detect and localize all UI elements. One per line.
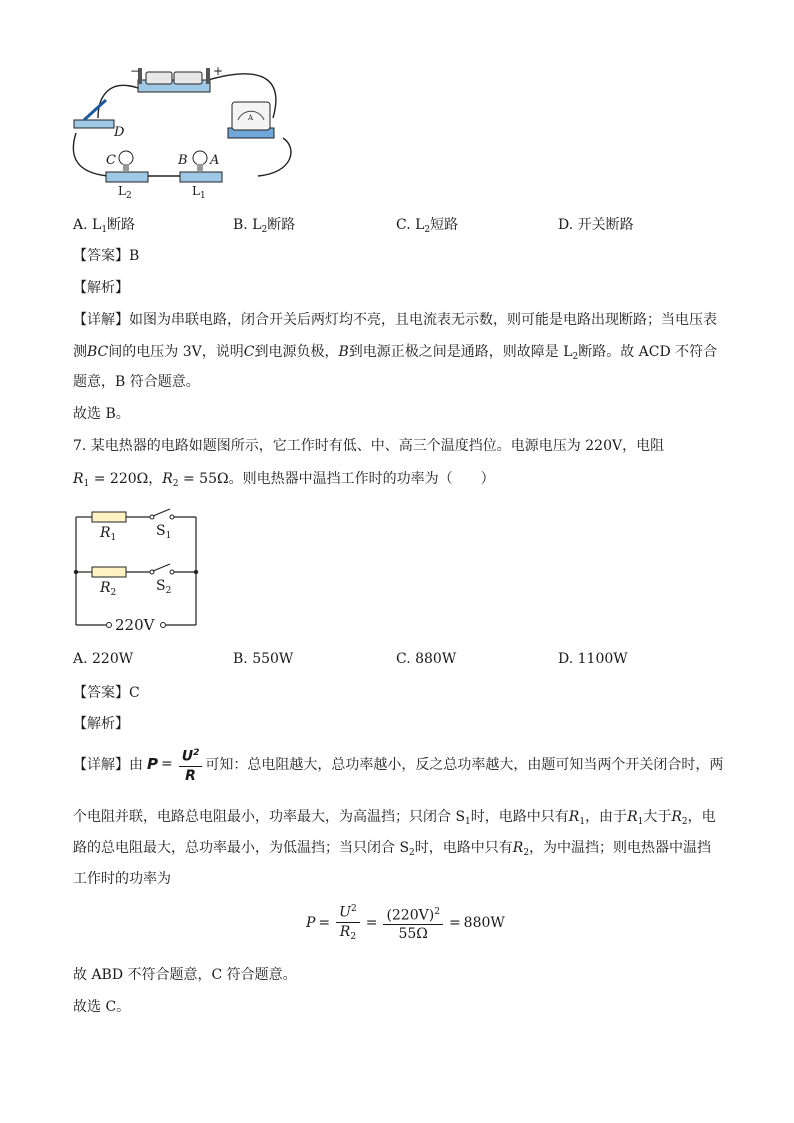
bulb-l1-label: $L_1$: [192, 184, 206, 201]
switch-s1-label: $S_1$: [156, 523, 172, 541]
q6-detail-line3: 题意，B 符合题意。: [73, 374, 200, 390]
q7-option-c: C. 880W: [396, 651, 457, 667]
q7-detail-line2: 个电阻并联，电路总电阻最小，功率最大，为高温挡；只闭合 $S_1$时，电路中只有$R_1$，由于$R_1$大于$R_2$，电: [73, 809, 716, 827]
point-b-label: B: [178, 153, 188, 168]
power-formula-p: P: [147, 755, 158, 774]
q6-option-a: A. $L_1$断路: [73, 217, 136, 235]
q7-conclusion-2: 故选 C。: [73, 999, 131, 1015]
q6-detail-line2: 测BC间的电压为 3V，说明C到电源负极，B到电源正极之间是通路，则故障是 $L_2$断路。故 ACD 不符合: [73, 344, 718, 362]
power-formula-fraction: $\frac{U^2}{R}$: [179, 744, 203, 785]
q7-option-a: A. 220W: [73, 651, 134, 667]
q7-option-d: D. 1100W: [558, 651, 628, 667]
q7-conclusion-1: 故 ABD 不符合题意，C 符合题意。: [73, 967, 297, 983]
q7-detail-line1: 【详解】 由 P = $\frac{U^2}{R}$ 可知：总电阻越大，总功率越小，反之总功率越大，由题可知当两个开关闭合时，两: [73, 744, 723, 785]
circuit-diagram-illustration: [68, 58, 298, 203]
q6-option-d: D. 开关断路: [558, 217, 634, 233]
q7-option-b: B. 550W: [233, 651, 294, 667]
ammeter-label: A: [248, 114, 254, 122]
circuit-figure-q7: [70, 505, 205, 635]
battery-negative-label: −: [130, 64, 141, 78]
power-calculation-equation: P = $\frac{U^2}{R_2}$ = $\frac{(220V)^2}{55\Omega}$ = 880W: [306, 900, 505, 946]
resistor-r1-label: $R_1$: [100, 525, 117, 543]
circuit-figure-q6: [68, 58, 298, 203]
q7-stem-line2: $R_1 = 220\Omega$，$R_2 = 55\Omega$。则电热器中温挡工作时的功率为（ ）: [73, 471, 495, 489]
source-voltage-label: 220V: [115, 616, 155, 634]
q7-detail-line4: 工作时的功率为: [73, 871, 171, 887]
q6-answer: 【答案】B: [73, 248, 140, 264]
q6-option-b: B. $L_2$断路: [233, 217, 296, 235]
point-d-label: D: [114, 125, 125, 140]
q7-stem-line1: 7. 某电热器的电路如题图所示，它工作时有低、中、高三个温度挡位。电源电压为 220V，电阻: [73, 438, 665, 454]
q6-detail-line1: 【详解】如图为串联电路，闭合开关后两灯均不亮，且电流表无示数，则可能是电路出现断路；当电压表: [73, 312, 717, 328]
q7-analysis-label: 【解析】: [73, 716, 129, 732]
switch-s2-label: $S_2$: [156, 578, 172, 596]
q6-option-c: C. $L_2$短路: [396, 217, 459, 235]
q6-conclusion: 故选 B。: [73, 406, 130, 422]
point-a-label: A: [210, 153, 220, 168]
q7-detail-line3: 路的总电阻最大，总功率最小，为低温挡；当只闭合 $S_2$时，电路中只有$R_2$，为中温挡；则电热器中温挡: [73, 840, 712, 858]
point-c-label: C: [106, 153, 116, 168]
q6-analysis-label: 【解析】: [73, 280, 129, 296]
bulb-l2-label: $L_2$: [118, 184, 132, 201]
battery-positive-label: +: [213, 64, 224, 78]
q7-answer: 【答案】C: [73, 685, 140, 701]
resistor-r2-label: $R_2$: [100, 580, 117, 598]
